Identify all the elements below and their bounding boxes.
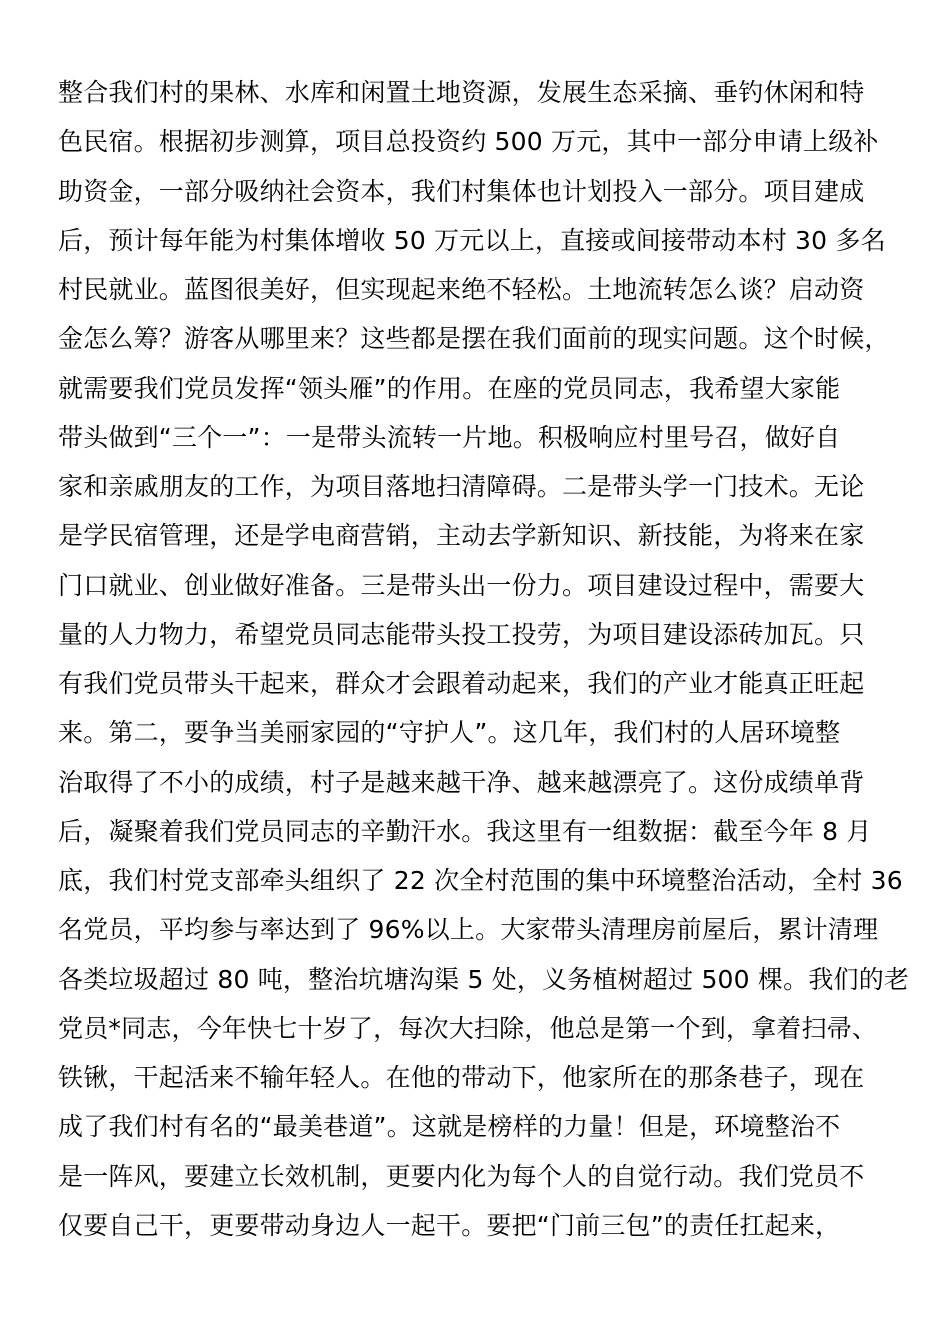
- text-line: 色民宿。根据初步测算，项目总投资约 500 万元，其中一部分申请上级补: [58, 127, 879, 157]
- text-line: 来。第二，要争当美丽家园的“守护人”。这几年，我们村的人居环境整: [58, 718, 841, 748]
- text-line: 村民就业。蓝图很美好，但实现起来绝不轻松。土地流转怎么谈？启动资: [58, 275, 865, 304]
- text-line: 整合我们村的果林、水库和闲置土地资源，发展生态采摘、垂钓休闲和特: [58, 78, 865, 107]
- text-line: 量的人力物力，希望党员同志能带头投工投劳，为项目建设添砖加瓦。只: [58, 619, 865, 649]
- text-line: 名党员，平均参与率达到了 96%以上。大家带头清理房前屋后，累计清理: [58, 915, 879, 945]
- text-line: 就需要我们党员发挥“领头雁”的作用。在座的党员同志，我希望大家能: [58, 373, 841, 403]
- text-line: 助资金，一部分吸纳社会资本，我们村集体也计划投入一部分。项目建成: [58, 176, 865, 206]
- text-line: 成了我们村有名的“最美巷道”。这就是榜样的力量！但是，环境整治不: [58, 1112, 841, 1142]
- text-line: 是一阵风，要建立长效机制，更要内化为每个人的自觉行动。我们党员不: [58, 1161, 865, 1191]
- text-line: 底，我们村党支部牵头组织了 22 次全村范围的集中环境整治活动，全村 36: [58, 866, 903, 895]
- text-line: 仅要自己干，更要带动身边人一起干。要把“门前三包”的责任扛起来，: [58, 1210, 841, 1240]
- text-line: 有我们党员带头干起来，群众才会跟着动起来，我们的产业才能真正旺起: [58, 669, 865, 698]
- text-line: 治取得了不小的成绩，村子是越来越干净、越来越漂亮了。这份成绩单背: [58, 767, 865, 797]
- text-line: 后，预计每年能为村集体增收 50 万元以上，直接或间接带动本村 30 多名: [58, 225, 886, 255]
- text-line: 金怎么筹？游客从哪里来？这些都是摆在我们面前的现实问题。这个时候，: [58, 324, 890, 354]
- text-line: 各类垃圾超过 80 吨，整治坑塘沟渠 5 处，义务植树超过 500 棵。我们的老: [58, 964, 910, 994]
- text-line: 是学民宿管理，还是学电商营销，主动去学新知识、新技能，为将来在家: [58, 521, 865, 551]
- body-text: [58, 68, 908, 1250]
- text-line: 带头做到“三个一”：一是带头流转一片地。积极响应村里号召，做好自: [58, 422, 841, 452]
- text-line: 党员*同志，今年快七十岁了，每次大扫除，他总是第一个到，拿着扫帚、: [58, 1013, 878, 1043]
- text-line: 铁锹，干起活来不输年轻人。在他的带动下，他家所在的那条巷子，现在: [58, 1063, 865, 1092]
- text-line: 家和亲戚朋友的工作，为项目落地扫清障碍。二是带头学一门技术。无论: [58, 472, 865, 501]
- text-line: 后，凝聚着我们党员同志的辛勤汗水。我这里有一组数据：截至今年 8 月: [58, 816, 872, 846]
- text-line: 门口就业、创业做好准备。三是带头出一份力。项目建设过程中，需要大: [58, 570, 865, 600]
